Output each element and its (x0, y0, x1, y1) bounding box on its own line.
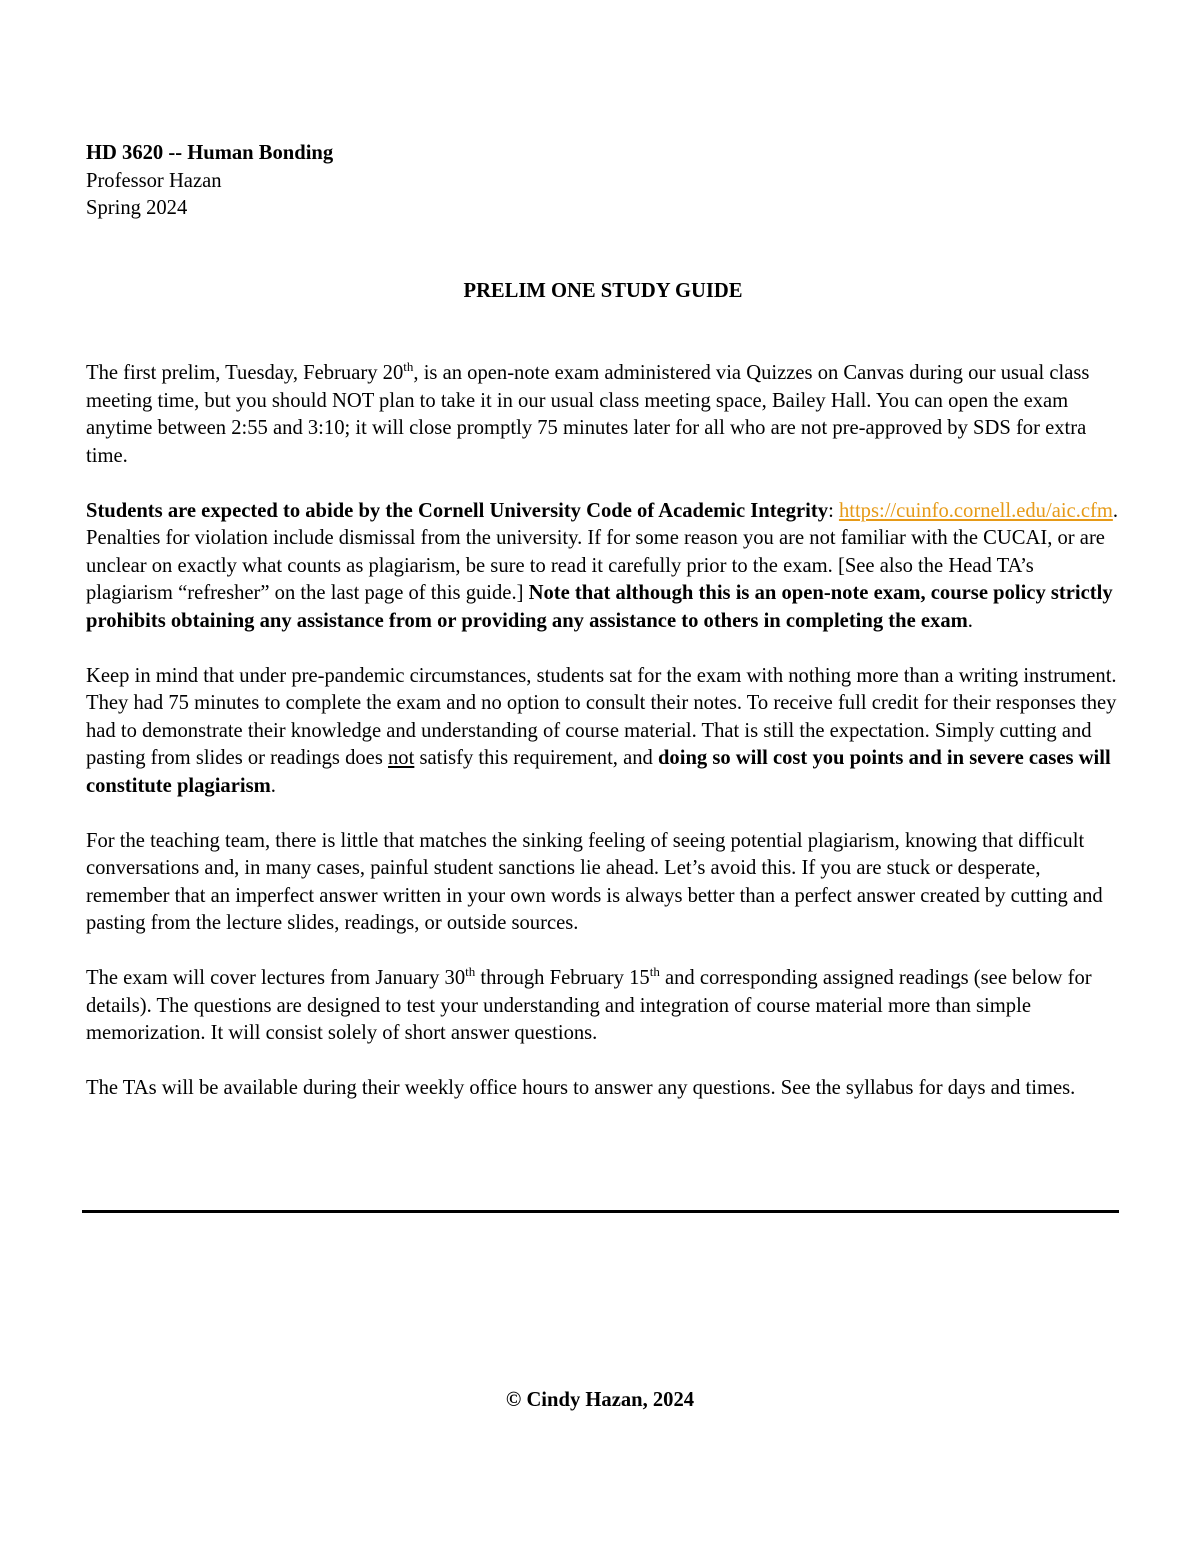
copyright-footer: © Cindy Hazan, 2024 (505, 1389, 695, 1411)
integrity-heading: Students are expected to abide by the Cornell University Code of Academic Integrity (86, 499, 829, 522)
paragraph-exam-info (86, 360, 1120, 470)
paragraph-expectations (86, 663, 1120, 801)
integrity-policy-note: Note that although this is an open-note exam, course policy strictly prohibits obtaining any assistance from or providing any assistance to others in completing the exam (86, 582, 1113, 632)
integrity-end: . (967, 609, 973, 632)
expectations-text-a: Keep in mind that under pre-pandemic circumstances, students sat for the exam with nothing more than a writing instrument. They had 75 minutes to complete the exam and no option to consult their notes. To receive full credit for their responses they had to demonstrate their knowledge and understanding of course material. That is still the expectation. Simply cutting and pasting from slides or readings does (86, 664, 1117, 769)
coverage-superscript-2: th (649, 964, 660, 980)
expectations-warning: doing so will cost you points and in severe cases will constitute plagiarism (86, 747, 1111, 797)
course-title: HD 3620 -- Human Bonding (86, 142, 334, 164)
paragraph-teaching-team: For the teaching team, there is little that matches the sinking feeling of seeing potential plagiarism, knowing that difficult conversations and, in many cases, painful student sanctions lie ahead. Let’s avoid this. If you are stuck or desperate, remember that an imperfect answer written in your own words is always better than a perfect answer created by cutting and pasting from the lecture slides, readings, or outside sources. (86, 829, 1103, 934)
expectations-text-b: satisfy this requirement, and (414, 747, 658, 769)
horizontal-divider (82, 1210, 1119, 1213)
integrity-link[interactable]: https://cuinfo.cornell.edu/aic.cfm (838, 499, 1113, 522)
paragraph-coverage (86, 965, 1120, 1048)
term: Spring 2024 (86, 197, 188, 219)
document-body (86, 140, 1120, 1103)
paragraph-academic-integrity (86, 498, 1120, 636)
expectations-end: . (270, 774, 276, 797)
expectations-underline: not (388, 747, 415, 769)
paragraph-office-hours: The TAs will be available during their weekly office hours to answer any questions. See the syllabus for days and times. (86, 1077, 1076, 1099)
coverage-text-b: through February 15 (475, 967, 650, 989)
exam-date-superscript: th (403, 359, 414, 375)
coverage-text-c: and corresponding assigned readings (see below for details). The questions are designed to test your understanding and integration of course material more than simple memorization. It will consist solely of short answer questions. (86, 967, 1092, 1044)
exam-info-text-a: The first prelim, Tuesday, February 20 (86, 362, 404, 384)
integrity-text: . Penalties for violation include dismissal from the university. If for some reason you are not familiar with the CUCAI, or are unclear on exactly what counts as plagiarism, be sure to read it carefully prior to the exam. [See also the Head TA’s plagiarism “refresher” on the last page of this guide.] (86, 499, 1119, 604)
integrity-colon: : (828, 499, 839, 522)
coverage-superscript-1: th (465, 964, 476, 980)
exam-info-text-b: , is an open-note exam administered via Quizzes on Canvas during our usual class meeting time, but you should NOT plan to take it in our usual class meeting space, Bailey Hall. You can open the exam anytime between 2:55 and 3:10; it will close promptly 75 minutes later for all who are not pre-approved by SDS for extra time. (86, 362, 1090, 467)
page-title: PRELIM ONE STUDY GUIDE (463, 279, 743, 302)
coverage-text-a: The exam will cover lectures from January 30 (86, 967, 466, 989)
professor-name: Professor Hazan (86, 169, 222, 192)
